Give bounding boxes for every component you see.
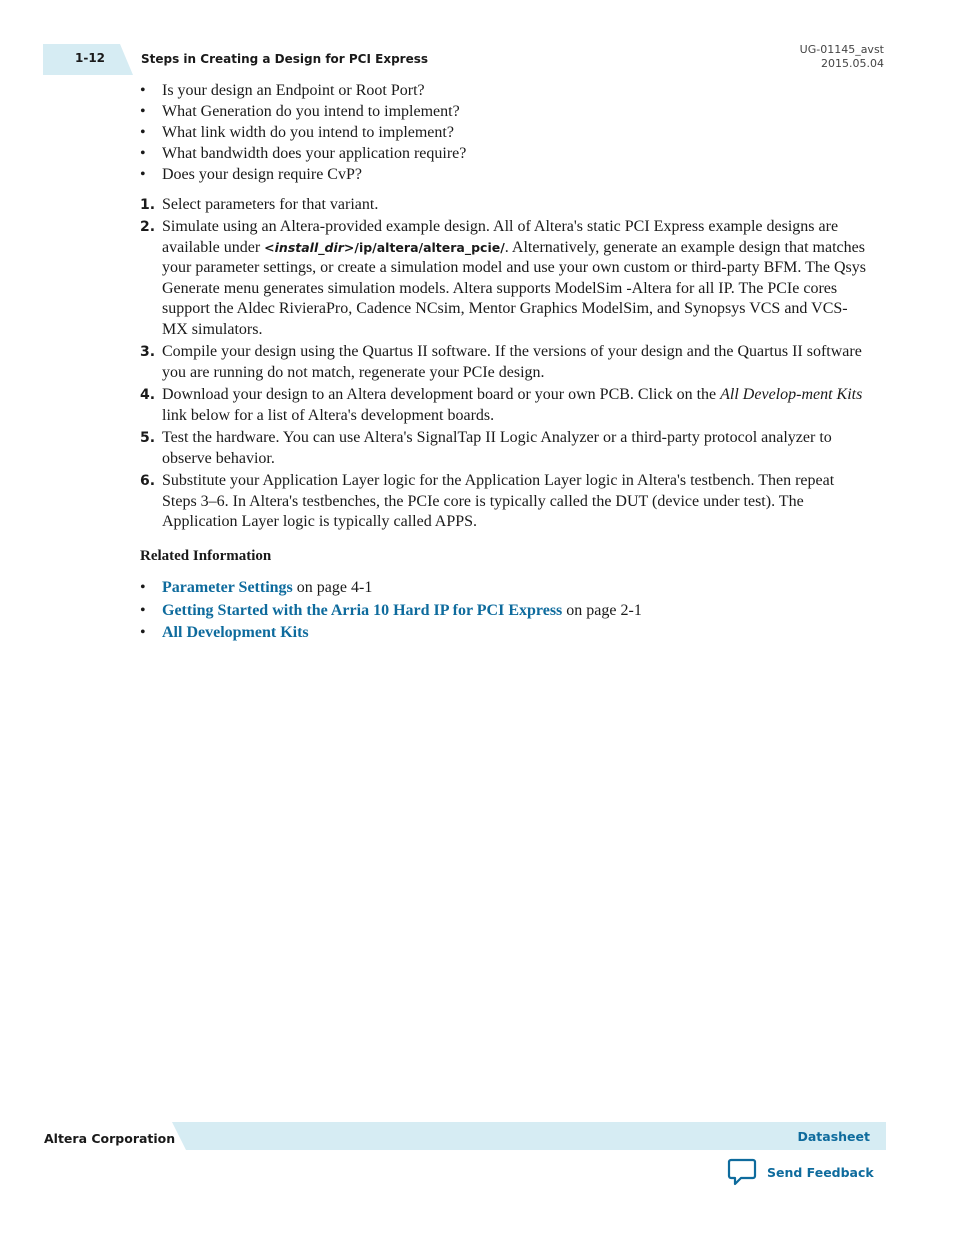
step-text: Simulate using an Altera-provided example design. All of Altera's static PCI Express example designs are available under xyxy=(162,218,839,256)
question-list xyxy=(140,81,870,186)
list-item: • What Generation do you intend to implement? xyxy=(140,102,870,123)
step-text: Substitute your Application Layer logic for the Application Layer logic in Altera's testbench. Then repeat Steps 3–6. In Altera's testbenches, the PCIe core is typically called the DUT (device under test). The Application Layer logic is typically called APPS. xyxy=(162,472,835,530)
step-item xyxy=(140,428,870,469)
list-item: • What link width do you intend to implement? xyxy=(140,123,870,144)
step-text: Compile your design using the Quartus II software. If the versions of your design and the Quartus II software you are running do not match, regenerate your PCIe design. xyxy=(162,343,862,381)
doc-date: 2015.05.04 xyxy=(821,57,884,70)
step-number: 1. xyxy=(140,196,156,213)
speech-bubble-icon xyxy=(727,1158,757,1186)
doc-id: UG-01145_avst xyxy=(799,43,884,56)
header-title: Steps in Creating a Design for PCI Express xyxy=(141,52,428,66)
list-item xyxy=(140,623,870,644)
page-number: 1-12 xyxy=(75,51,106,65)
link-suffix: on page 2-1 xyxy=(562,601,642,619)
main-content xyxy=(140,81,870,646)
send-feedback-button[interactable] xyxy=(727,1158,874,1186)
step-item xyxy=(140,195,870,216)
step-list xyxy=(140,195,870,533)
list-item: • What bandwidth does your application require? xyxy=(140,144,870,165)
step-item xyxy=(140,342,870,383)
step-number: 2. xyxy=(140,219,156,235)
step-item xyxy=(140,385,870,426)
step-item xyxy=(140,471,870,533)
step-number: 3. xyxy=(140,344,156,360)
list-item: • Does your design require CvP? xyxy=(140,165,870,186)
step-text: link below for a list of Altera's development boards. xyxy=(162,406,495,424)
install-path-rest: /ip/altera/altera_pcie/ xyxy=(354,239,505,255)
footer-band xyxy=(172,1122,886,1150)
send-feedback-label: Send Feedback xyxy=(767,1164,874,1180)
footer-company: Altera Corporation xyxy=(44,1131,176,1146)
link-all-development-kits[interactable]: All Development Kits xyxy=(162,624,309,641)
step-text: Test the hardware. You can use Altera's SignalTap II Logic Analyzer or a third-party protocol analyzer to observe behavior. xyxy=(162,429,832,467)
link-getting-started[interactable]: Getting Started with the Arria 10 Hard IP for PCI Express xyxy=(162,601,563,619)
datasheet-link[interactable]: Datasheet xyxy=(797,1129,870,1144)
step-text: Download your design to an Altera development board or your own PCB. Click on the xyxy=(162,386,721,403)
step-number: 6. xyxy=(140,473,156,489)
step-text: . Alternatively, generate an example design that matches your parameter settings, or create a simulation model and use your own custom or third-party BFM. The Qsys Generate menu generates simulation models. Altera supports ModelSim -Altera for all IP. The PCIe cores support the Aldec RivieraPro, Cadence NCsim, Mentor Graphics ModelSim, and Synopsys VCS and VCS-MX simulators. xyxy=(162,238,866,338)
step-italic-ref: All Develop-ment Kits xyxy=(720,386,863,403)
doc-id-block xyxy=(800,43,884,71)
step-text: Select parameters for that variant. xyxy=(162,195,379,213)
list-item: • Is your design an Endpoint or Root Port? xyxy=(140,81,870,102)
link-parameter-settings[interactable]: Parameter Settings xyxy=(162,579,293,596)
step-number: 5. xyxy=(140,430,156,446)
related-heading: Related Information xyxy=(140,547,272,564)
list-item xyxy=(140,578,870,599)
step-number: 4. xyxy=(140,387,156,403)
install-path-var: <install_dir> xyxy=(264,239,355,255)
link-suffix: on page 4-1 xyxy=(292,579,373,596)
step-item xyxy=(140,217,870,340)
install-path xyxy=(264,240,505,255)
list-item xyxy=(140,601,870,622)
related-links xyxy=(140,578,870,644)
